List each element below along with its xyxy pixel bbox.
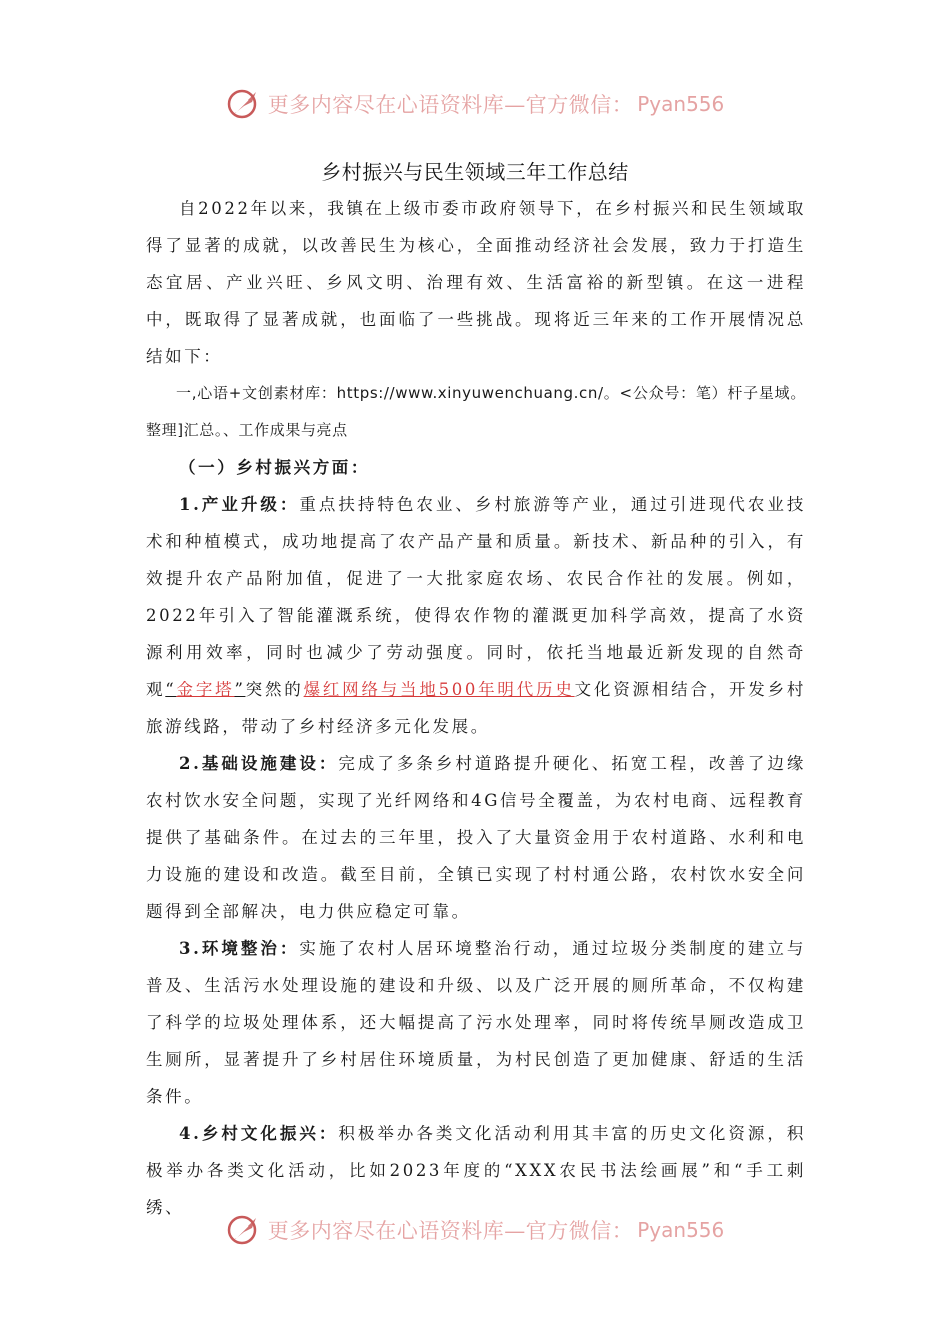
item-text: 完成了多条乡村道路提升硬化、拓宽工程，改善了边缘农村饮水安全问题，实现了光纤网络和4G信号全覆盖，为农村电商、远程教育提供了基础条件。在过去的三年里，投入了大量资金用于农村道路、水利和电力设施的建设和改造。截至目前，全镇已实现了村村通公路，农村饮水安全问题得到全部解决，电力供应稳定可靠。 [146, 754, 806, 921]
item-lead: 1.产业升级： [179, 495, 300, 514]
watermark-wechat-id: Pyan556 [637, 92, 725, 116]
item-text: 重点扶持特色农业、乡村旅游等产业，通过引进现代农业技术和种植模式，成功地提高了农产品产量和质量。新技术、新品种的引入，有效提升农产品附加值，促进了一大批家庭农场、农民合作社的发展。例如，2022年引入了智能灌溉系统，使得农作物的灌溉更加科学高效，提高了水资源利用效率，同时也减少了劳动强度。同时，依托当地最近新发现的自然奇观 [146, 495, 806, 699]
highlight-history: 爆红网络与当地500年明代历史 [303, 680, 575, 699]
quote-close: ” [234, 680, 246, 699]
item-industry-upgrade [146, 486, 806, 745]
source-line: 一,心语+文创素材库：https://www.xinyuwenchuang.cn/。<公众号：笔）杆子星域。整理]汇总。、工作成果与亮点 [146, 384, 806, 439]
item-text-end: 文化资源相结合，开发乡村旅游线路，带动了乡村经济多元化发展。 [146, 680, 806, 736]
quill-logo-icon [226, 1212, 262, 1248]
section-heading-rural-revitalization: （一）乡村振兴方面： [179, 458, 370, 477]
item-lead: 4.乡村文化振兴： [179, 1124, 339, 1143]
item-lead: 3.环境整治： [179, 939, 300, 958]
watermark-header [0, 82, 950, 126]
item-text-mid: 突然的 [245, 680, 304, 699]
item-text: 积极举办各类文化活动利用其丰富的历史文化资源，积极举办各类文化活动，比如2023年度的“XXX农民书法绘画展”和“手工刺绣、 [146, 1124, 806, 1217]
quote-open: “ [165, 680, 177, 699]
item-text: 实施了农村人居环境整治行动，通过垃圾分类制度的建立与普及、生活污水处理设施的建设和升级、以及广泛开展的厕所革命，不仅构建了科学的垃圾处理体系，还大幅提高了污水处理率，同时将传统旱厕改造成卫生厕所，显著提升了乡村居住环境质量，为村民创造了更加健康、舒适的生活条件。 [146, 939, 806, 1106]
watermark-text: 更多内容尽在心语资料库—官方微信： [267, 93, 634, 117]
intro-paragraph: 自2022年以来，我镇在上级市委市政府领导下，在乡村振兴和民生领域取得了显著的成就，以改善民生为核心，全面推动经济社会发展，致力于打造生态宜居、产业兴旺、乡风文明、治理有效、生活富裕的新型镇。在这一进程中，既取得了显著成就，也面临了一些挑战。现将近三年来的工作开展情况总结如下： [146, 199, 806, 366]
watermark-text: 更多内容尽在心语资料库—官方微信： [267, 1219, 634, 1243]
document-body [146, 190, 806, 1226]
item-environment [146, 930, 806, 1115]
quill-logo-icon [226, 86, 262, 122]
document-title: 乡村振兴与民生领域三年工作总结 [321, 160, 629, 184]
watermark-wechat-id: Pyan556 [637, 1218, 725, 1242]
watermark-footer [0, 1208, 950, 1252]
item-infrastructure [146, 745, 806, 930]
item-lead: 2.基础设施建设： [179, 754, 339, 773]
highlight-pyramid: 金字塔 [176, 680, 235, 699]
